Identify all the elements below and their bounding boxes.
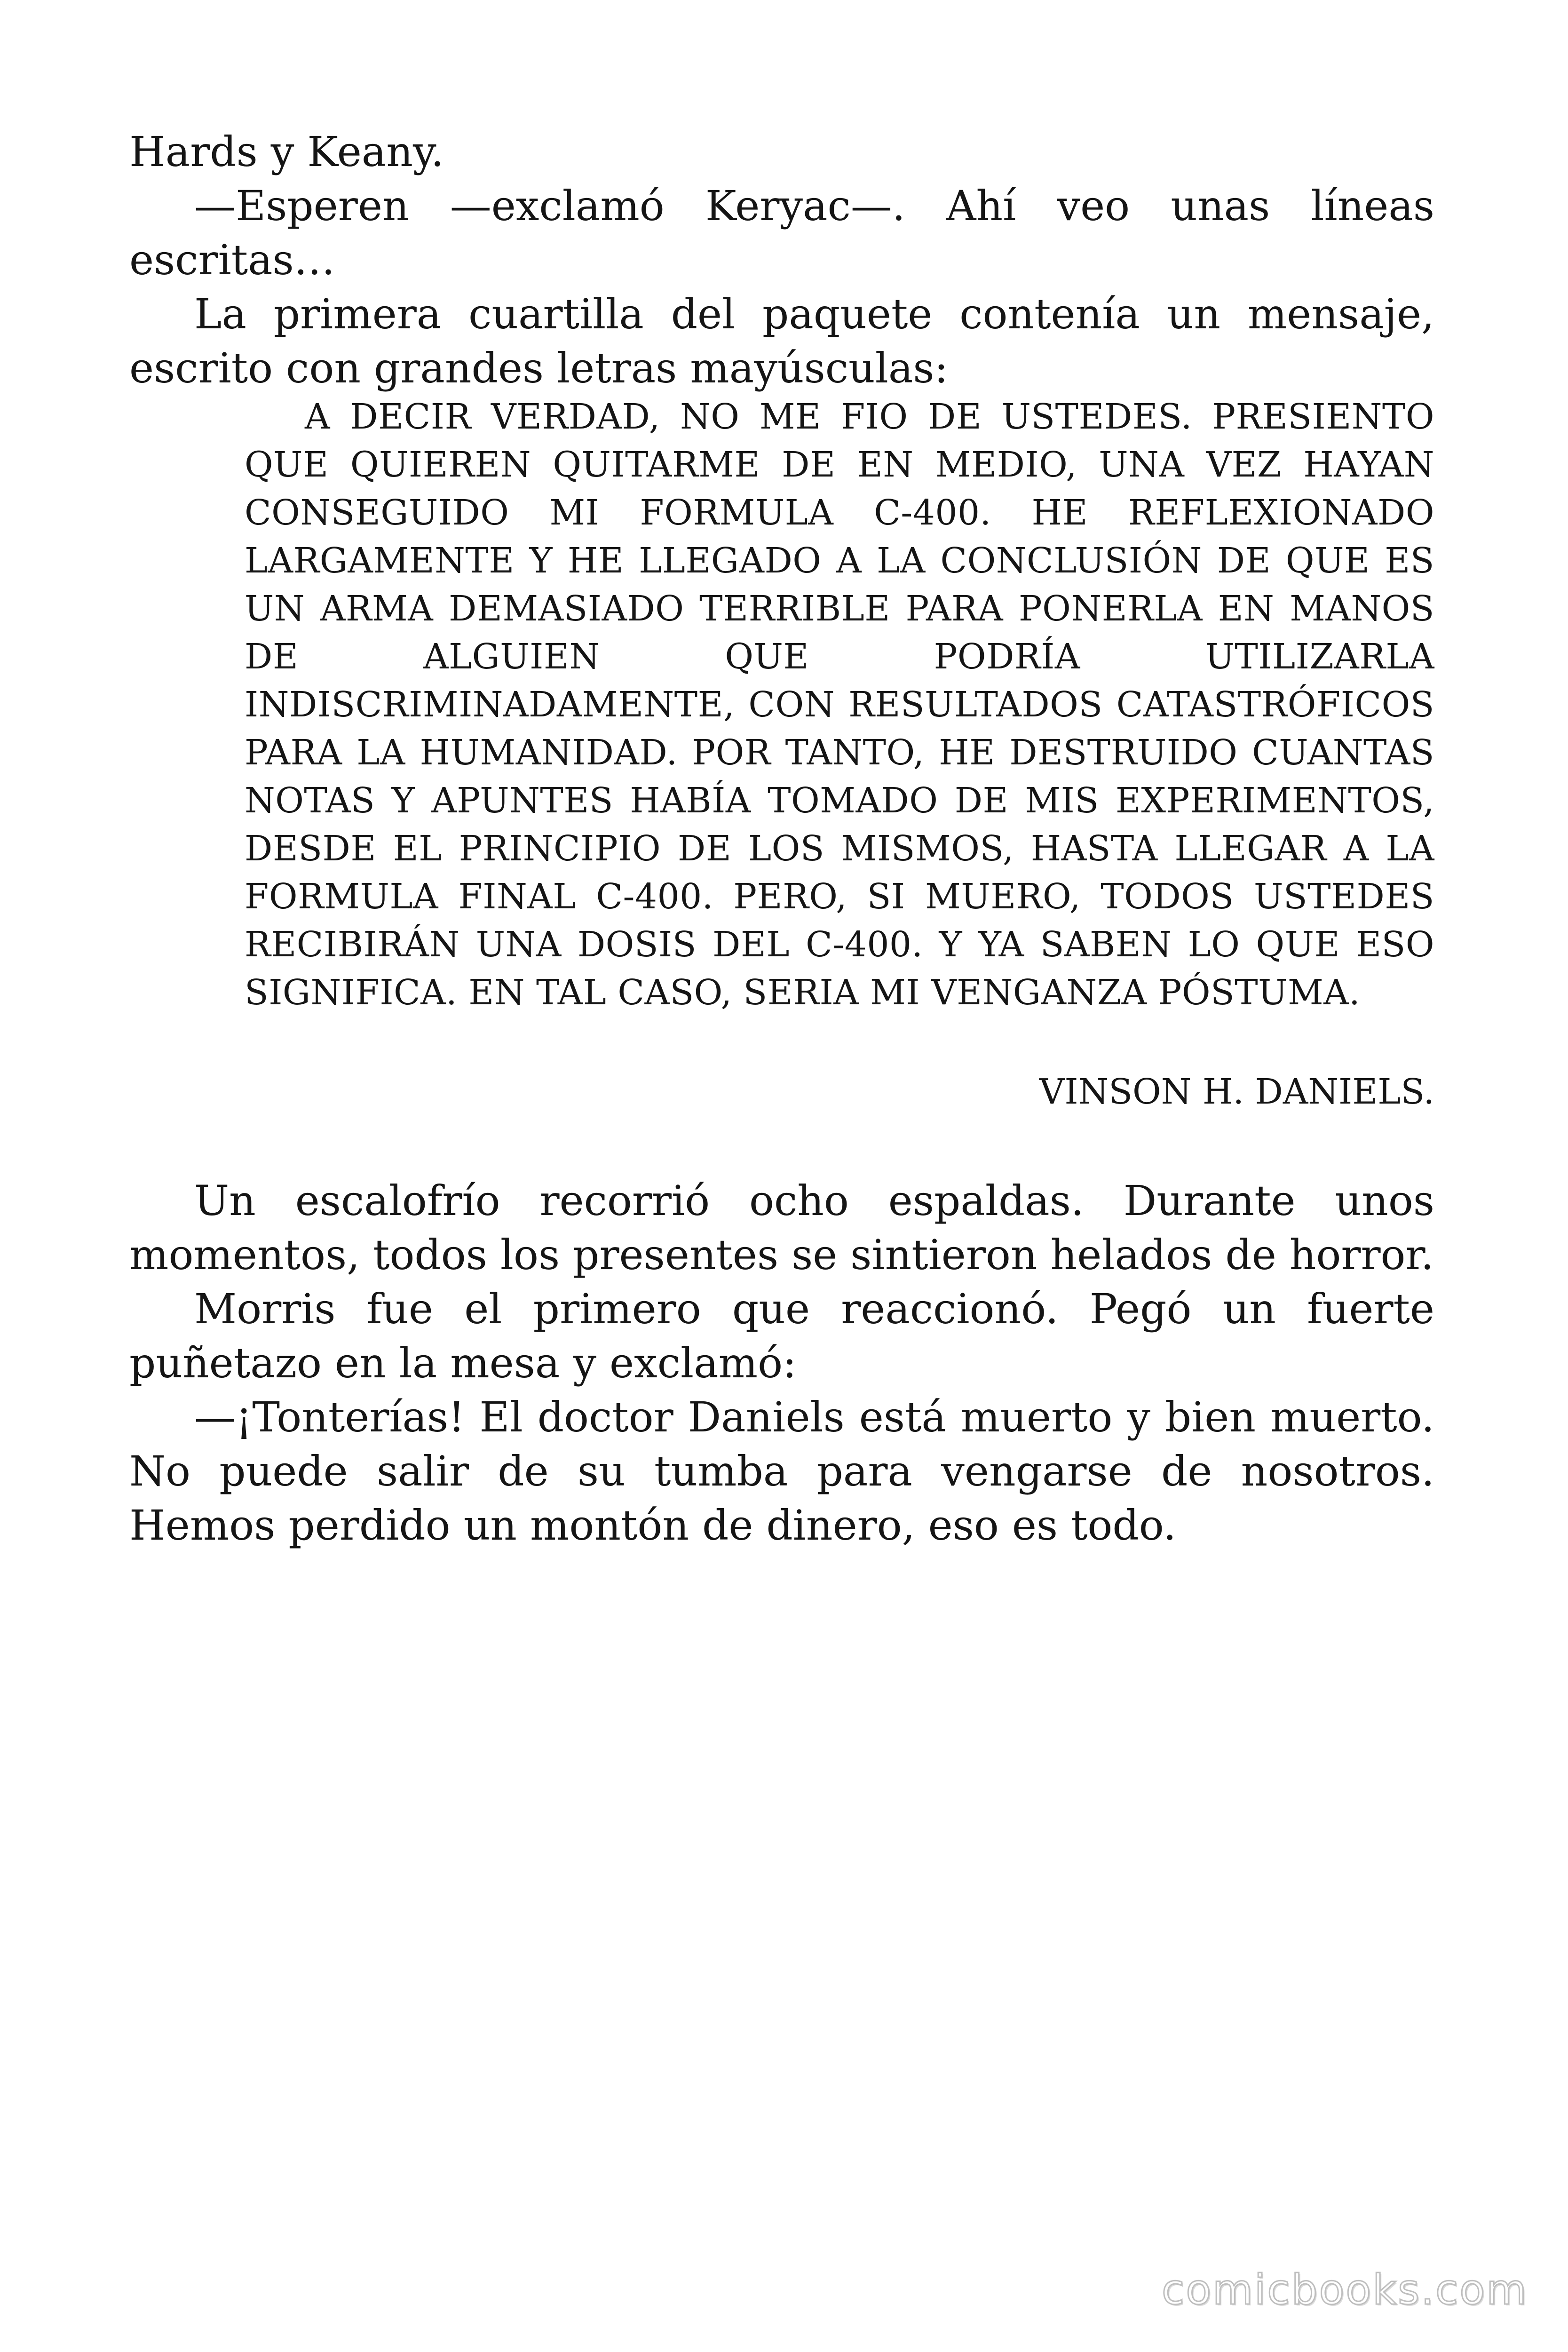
watermark-logo: comicbooks.com [1161, 2265, 1528, 2314]
paragraph-dialogue-keryac: —Esperen —exclamó Keryac—. Ahí veo unas líneas escritas… [129, 182, 1434, 284]
paragraph-intro-message: La primera cuartilla del paquete contenía un mensaje, escrito con grandes letras mayúsculas: [129, 290, 1434, 392]
paragraph-continuation: Hards y Keany. [129, 127, 444, 176]
letter-text: A DECIR VERDAD, NO ME FIO DE USTEDES. PRESIENTO QUE QUIEREN QUITARME DE EN MEDIO, UNA VEZ HAYAN CONSEGUIDO MI FORMULA C-400. HE REFLEXIONADO LARGAMENTE Y HE LLEGADO A LA CONCLUSIÓN DE QUE ES UN ARMA DEMASIADO TERRIBLE PARA PONERLA EN MANOS DE ALGUIEN QUE PODRÍA UTILIZARLA INDISCRIMINADAMENTE, CON RESULTADOS CATASTRÓFICOS PARA LA HUMANIDAD. POR TANTO, HE DESTRUIDO CUANTAS NOTAS Y APUNTES HABÍA TOMADO DE MIS EXPERIMENTOS, DESDE EL PRINCIPIO DE LOS MISMOS, HASTA LLEGAR A LA FORMULA FINAL C-400. PERO, SI MUERO, TODOS USTEDES RECIBIRÁN UNA DOSIS DEL C-400. Y YA SABEN LO QUE ESO SIGNIFICA. EN TAL CASO, SERIA MI VENGANZA PÓSTUMA. [245, 397, 1434, 1013]
body-text-bottom [129, 1174, 1434, 1552]
paragraph-dialogue-morris: —¡Tonterías! El doctor Daniels está muerto y bien muerto. No puede salir de su tumba para vengarse de nosotros. Hemos perdido un montón de dinero, eso es todo. [129, 1393, 1434, 1549]
paragraph-reaction: Un escalofrío recorrió ocho espaldas. Durante unos momentos, todos los presentes se sintieron helados de horror. [129, 1176, 1434, 1279]
letter-signature: VINSON H. DANIELS. [1039, 1072, 1434, 1112]
letter-block [245, 393, 1434, 1017]
body-text-top [129, 125, 1434, 395]
paragraph-morris: Morris fue el primero que reaccionó. Pegó un fuerte puñetazo en la mesa y exclamó: [129, 1285, 1434, 1387]
